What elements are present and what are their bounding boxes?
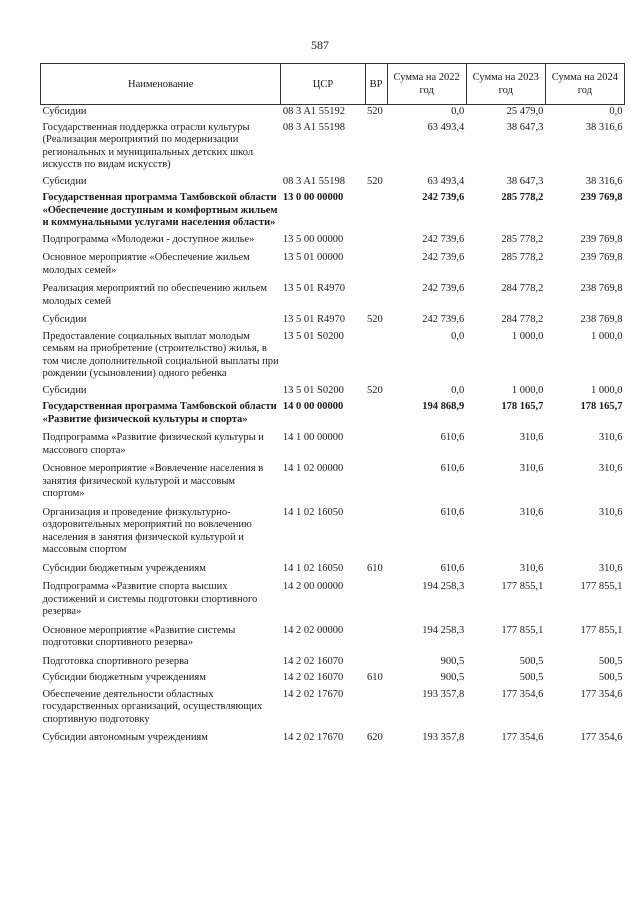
row-vr: 520 <box>367 314 383 325</box>
row-csr: 08 3 A1 55192 <box>282 106 346 117</box>
row-sum-2024: 310,6 <box>598 562 623 574</box>
row-vr <box>365 624 387 655</box>
row-csr: 14 2 02 16070 <box>282 672 344 683</box>
table-row <box>41 121 625 175</box>
row-sum-2023: 310,6 <box>519 506 544 518</box>
header-vr: ВР <box>365 64 387 105</box>
row-sum-2024: 310,6 <box>598 463 623 474</box>
row-sum-2023: 284 778,2 <box>501 314 544 325</box>
row-csr: 13 5 01 S0200 <box>282 384 344 396</box>
row-name: Обеспечение деятельности областных государственных организаций, осуществляющих спортивную подготовку <box>42 688 263 725</box>
row-sum-2023: 1 000,0 <box>511 330 544 342</box>
row-name: Основное мероприятие «Обеспечение жильем молодых семей» <box>42 252 250 276</box>
row-sum-2024: 500,5 <box>598 672 623 683</box>
row-sum-2024: 239 769,8 <box>580 192 623 203</box>
row-sum-2024: 177 354,6 <box>580 732 623 743</box>
budget-table <box>40 63 625 750</box>
row-sum-2022: 242 739,6 <box>422 252 465 263</box>
table-row <box>41 731 625 750</box>
table-row <box>41 624 625 655</box>
row-sum-2024: 177 855,1 <box>580 581 623 592</box>
row-sum-2023: 285 778,2 <box>501 192 544 203</box>
row-csr: 13 5 00 00000 <box>282 233 344 245</box>
row-name: Государственная программа Тамбовской области «Развитие физической культуры и спорта» <box>42 401 277 425</box>
row-sum-2022: 194 258,3 <box>422 624 465 636</box>
row-sum-2022: 242 739,6 <box>422 192 465 203</box>
row-sum-2023: 38 647,3 <box>506 175 544 187</box>
row-vr <box>365 251 387 282</box>
row-sum-2023: 178 165,7 <box>501 401 544 412</box>
row-csr: 08 3 A1 55198 <box>282 121 346 133</box>
row-vr <box>365 688 387 732</box>
row-sum-2022: 193 357,8 <box>422 688 465 700</box>
row-vr: 520 <box>367 384 383 396</box>
table-header <box>41 64 625 105</box>
row-vr <box>365 121 387 175</box>
row-name: Субсидии <box>42 106 87 117</box>
row-sum-2024: 500,5 <box>598 655 623 667</box>
row-name: Подпрограмма «Развитие физической культуры и массового спорта» <box>42 432 264 456</box>
row-csr: 13 5 01 00000 <box>282 252 344 263</box>
row-sum-2022: 900,5 <box>440 672 465 683</box>
row-vr: 620 <box>367 732 383 743</box>
row-csr: 14 1 02 16050 <box>282 562 344 574</box>
row-name: Субсидии <box>42 175 87 187</box>
row-name: Государственная программа Тамбовской области «Обеспечение доступным и комфортным жильем и коммунальными услугами населения области» <box>42 192 278 228</box>
row-vr: 610 <box>367 562 383 574</box>
row-sum-2023: 284 778,2 <box>501 283 544 294</box>
row-csr: 14 2 00 00000 <box>282 581 344 592</box>
row-sum-2024: 177 855,1 <box>580 624 623 636</box>
row-name: Подготовка спортивного резерва <box>42 655 189 667</box>
row-csr: 14 2 02 17670 <box>282 732 344 743</box>
row-sum-2024: 178 165,7 <box>580 401 623 412</box>
row-sum-2023: 177 855,1 <box>501 581 544 592</box>
page-number: 587 <box>311 38 329 52</box>
row-sum-2024: 238 769,8 <box>580 283 623 294</box>
row-csr: 14 2 02 17670 <box>282 688 344 700</box>
row-sum-2022: 242 739,6 <box>422 314 465 325</box>
row-sum-2023: 310,6 <box>519 432 544 443</box>
row-sum-2023: 25 479,0 <box>506 106 544 117</box>
table-body <box>41 105 625 750</box>
row-vr <box>365 191 387 233</box>
table-row <box>41 233 625 252</box>
row-sum-2024: 239 769,8 <box>580 252 623 263</box>
row-csr: 13 5 01 S0200 <box>282 330 344 342</box>
row-sum-2022: 63 493,4 <box>427 121 465 133</box>
row-sum-2024: 1 000,0 <box>591 384 623 396</box>
header-sum-2023: Сумма на 2023 год <box>466 64 545 105</box>
table-row <box>41 313 625 330</box>
row-sum-2022: 900,5 <box>440 655 465 667</box>
table-row <box>41 251 625 282</box>
row-vr <box>365 580 387 624</box>
header-csr: ЦСР <box>281 64 365 105</box>
row-sum-2022: 0,0 <box>451 384 465 396</box>
row-name: Подпрограмма «Развитие спорта высших достижений и системы подготовки спортивного резерва» <box>42 581 258 617</box>
table-row <box>41 671 625 688</box>
row-sum-2022: 610,6 <box>440 432 465 443</box>
row-name: Субсидии бюджетным учреждениям <box>42 672 206 683</box>
row-name: Государственная поддержка отрасли культуры (Реализация мероприятий по модернизации региональных и муниципальных детских школ искусств по видам искусств) <box>42 121 254 170</box>
row-vr: 610 <box>367 672 383 683</box>
row-csr: 14 1 02 00000 <box>282 463 344 474</box>
row-sum-2023: 38 647,3 <box>506 121 544 133</box>
row-csr: 14 0 00 00000 <box>282 401 344 412</box>
row-name: Субсидии <box>42 384 87 396</box>
row-sum-2022: 194 868,9 <box>422 401 465 412</box>
header-sum-2024: Сумма на 2024 год <box>545 64 624 105</box>
row-sum-2023: 500,5 <box>519 672 544 683</box>
header-sum-2022: Сумма на 2022 год <box>387 64 466 105</box>
table-row <box>41 330 625 384</box>
row-sum-2023: 1 000,0 <box>511 384 544 396</box>
row-csr: 14 2 02 16070 <box>282 655 344 667</box>
row-name: Основное мероприятие «Развитие системы подготовки спортивного резерва» <box>42 624 236 648</box>
row-csr: 14 1 00 00000 <box>282 432 344 443</box>
table-row <box>41 191 625 233</box>
table-row <box>41 175 625 192</box>
row-vr <box>365 330 387 384</box>
row-name: Подпрограмма «Молодежи - доступное жилье» <box>42 233 255 245</box>
table-row <box>41 580 625 624</box>
row-sum-2023: 500,5 <box>519 655 544 667</box>
row-sum-2022: 610,6 <box>440 506 465 518</box>
row-sum-2024: 1 000,0 <box>591 330 623 342</box>
row-sum-2023: 177 354,6 <box>501 688 544 700</box>
row-name: Субсидии бюджетным учреждениям <box>42 562 206 574</box>
row-name: Организация и проведение физкультурно-оздоровительных мероприятий по вовлечению населения в занятия физической культурой и массовым спортом <box>42 506 252 555</box>
row-sum-2022: 610,6 <box>440 463 465 474</box>
row-sum-2022: 0,0 <box>451 330 465 342</box>
row-name: Основное мероприятие «Вовлечение населения в занятия физической культурой и массовым спортом» <box>42 463 264 499</box>
row-sum-2024: 38 316,6 <box>585 175 623 187</box>
table-row <box>41 688 625 732</box>
row-csr: 13 5 01 R4970 <box>282 314 346 325</box>
row-csr: 13 0 00 00000 <box>282 192 344 203</box>
row-sum-2023: 285 778,2 <box>501 252 544 263</box>
row-vr <box>365 462 387 506</box>
row-sum-2023: 310,6 <box>519 562 544 574</box>
row-csr: 14 1 02 16050 <box>282 506 344 518</box>
row-vr <box>365 233 387 252</box>
row-sum-2023: 177 855,1 <box>501 624 544 636</box>
row-sum-2022: 193 357,8 <box>422 732 465 743</box>
row-vr <box>365 655 387 672</box>
row-sum-2022: 242 739,6 <box>422 233 465 245</box>
row-name: Субсидии <box>42 314 87 325</box>
row-sum-2022: 194 258,3 <box>422 581 465 592</box>
row-vr <box>365 400 387 431</box>
row-sum-2024: 310,6 <box>598 506 623 518</box>
row-vr: 520 <box>367 106 383 117</box>
row-sum-2023: 310,6 <box>519 463 544 474</box>
row-sum-2024: 238 769,8 <box>580 314 623 325</box>
row-vr <box>365 506 387 562</box>
row-csr: 13 5 01 R4970 <box>282 283 346 294</box>
row-vr <box>365 282 387 313</box>
row-sum-2023: 285 778,2 <box>501 233 544 245</box>
table-row <box>41 400 625 431</box>
row-name: Реализация мероприятий по обеспечению жильем молодых семей <box>42 283 268 307</box>
row-csr: 08 3 A1 55198 <box>282 175 346 187</box>
row-name: Предоставление социальных выплат молодым семьям на приобретение (строительство) жилья, в том числе дополнительной социальной выплаты при рождении (усыновлении) одного ребенка <box>42 330 279 379</box>
table-row <box>41 105 625 121</box>
row-sum-2022: 0,0 <box>451 106 465 117</box>
table-row <box>41 282 625 313</box>
row-sum-2024: 0,0 <box>609 106 623 117</box>
table-row <box>41 384 625 401</box>
row-vr <box>365 431 387 462</box>
row-sum-2024: 239 769,8 <box>580 233 623 245</box>
row-sum-2022: 63 493,4 <box>427 175 465 187</box>
table-row <box>41 562 625 581</box>
row-sum-2024: 177 354,6 <box>580 688 623 700</box>
row-sum-2023: 177 354,6 <box>501 732 544 743</box>
table-row <box>41 462 625 506</box>
header-name: Наименование <box>41 64 281 105</box>
table-row <box>41 655 625 672</box>
table-row <box>41 431 625 462</box>
row-vr: 520 <box>367 175 383 187</box>
table-row <box>41 506 625 562</box>
row-sum-2024: 310,6 <box>598 432 623 443</box>
row-csr: 14 2 02 00000 <box>282 624 344 636</box>
row-name: Субсидии автономным учреждениям <box>42 732 208 743</box>
row-sum-2022: 242 739,6 <box>422 283 465 294</box>
row-sum-2024: 38 316,6 <box>585 121 623 133</box>
row-sum-2022: 610,6 <box>440 562 465 574</box>
